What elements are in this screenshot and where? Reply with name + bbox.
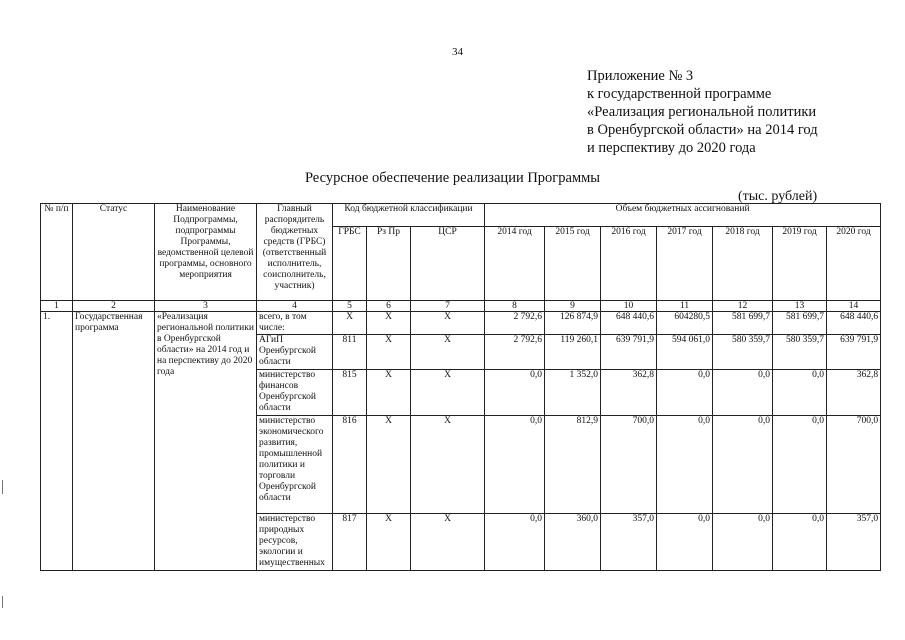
value-cell: 0,0 — [485, 514, 545, 571]
value-cell: 581 699,7 — [713, 312, 773, 335]
rzpr-cell: Х — [367, 370, 411, 416]
grbs-cell: Х — [333, 312, 367, 335]
value-cell: 357,0 — [827, 514, 881, 571]
grbs-cell: 815 — [333, 370, 367, 416]
csr-cell: Х — [411, 514, 485, 571]
value-cell: 0,0 — [713, 416, 773, 514]
header-year: 2014 год — [485, 227, 545, 301]
grbs-cell: 817 — [333, 514, 367, 571]
header-num: № п/п — [41, 204, 73, 301]
grbs-cell: 816 — [333, 416, 367, 514]
scan-edge-mark — [2, 480, 3, 494]
rzpr-cell: Х — [367, 514, 411, 571]
executor-cell: министерство финансов Оренбургской области — [257, 370, 333, 416]
value-cell: 1 352,0 — [545, 370, 601, 416]
value-cell: 639 791,9 — [601, 335, 657, 370]
column-number: 3 — [155, 301, 257, 312]
header-row — [41, 204, 881, 227]
value-cell: 126 874,9 — [545, 312, 601, 335]
column-number: 2 — [73, 301, 155, 312]
value-cell: 119 260,1 — [545, 335, 601, 370]
value-cell: 357,0 — [601, 514, 657, 571]
scan-edge-mark — [2, 596, 3, 608]
column-number: 5 — [333, 301, 367, 312]
header-grbs-code: ГРБС — [333, 227, 367, 301]
value-cell: 604280,5 — [657, 312, 713, 335]
rzpr-cell: Х — [367, 416, 411, 514]
appendix-line: «Реализация региональной политики — [587, 104, 817, 120]
csr-cell: Х — [411, 370, 485, 416]
rzpr-cell: Х — [367, 312, 411, 335]
column-number: 7 — [411, 301, 485, 312]
resource-table — [40, 203, 881, 571]
header-budget-code: Код бюджетной классификации — [333, 204, 485, 227]
column-number: 14 — [827, 301, 881, 312]
value-cell: 700,0 — [827, 416, 881, 514]
value-cell: 648 440,6 — [827, 312, 881, 335]
header-year: 2015 год — [545, 227, 601, 301]
value-cell: 700,0 — [601, 416, 657, 514]
row-status: Государственная программа — [73, 312, 155, 571]
value-cell: 0,0 — [485, 370, 545, 416]
header-year: 2020 год — [827, 227, 881, 301]
header-grbs: Главный распорядитель бюджетных средств (ГРБС) (ответственный исполнитель, соисполнитель, участник) — [257, 204, 333, 301]
column-number: 6 — [367, 301, 411, 312]
value-cell: 0,0 — [713, 370, 773, 416]
appendix-header — [587, 67, 818, 157]
header-name: Наименование Подпрограммы, подпрограммы Программы, ведомственной целевой программы, основного мероприятия — [155, 204, 257, 301]
value-cell: 639 791,9 — [827, 335, 881, 370]
column-number: 12 — [713, 301, 773, 312]
value-cell: 580 359,7 — [713, 335, 773, 370]
column-number: 4 — [257, 301, 333, 312]
value-cell: 812,9 — [545, 416, 601, 514]
value-cell: 360,0 — [545, 514, 601, 571]
executor-cell: АГиП Оренбургской области — [257, 335, 333, 370]
value-cell: 0,0 — [713, 514, 773, 571]
appendix-line: к государственной программе — [587, 86, 772, 102]
csr-cell: Х — [411, 312, 485, 335]
appendix-line: в Оренбургской области» на 2014 год — [587, 122, 818, 138]
header-csr: ЦСР — [411, 227, 485, 301]
value-cell: 581 699,7 — [773, 312, 827, 335]
grbs-cell: 811 — [333, 335, 367, 370]
csr-cell: Х — [411, 335, 485, 370]
executor-cell: министерство экономического развития, промышленной политики и торговли Оренбургской области — [257, 416, 333, 514]
column-number-row — [41, 301, 881, 312]
value-cell: 0,0 — [657, 370, 713, 416]
header-status: Статус — [73, 204, 155, 301]
appendix-line: и перспективу до 2020 года — [587, 140, 756, 156]
header-year: 2017 год — [657, 227, 713, 301]
units-label: (тыс. рублей) — [738, 189, 818, 204]
value-cell: 0,0 — [657, 416, 713, 514]
value-cell: 594 061,0 — [657, 335, 713, 370]
value-cell: 0,0 — [657, 514, 713, 571]
column-number: 10 — [601, 301, 657, 312]
page-number: 34 — [452, 46, 463, 58]
value-cell: 648 440,6 — [601, 312, 657, 335]
executor-cell: всего, в том числе: — [257, 312, 333, 335]
value-cell: 2 792,6 — [485, 312, 545, 335]
value-cell: 0,0 — [773, 416, 827, 514]
appendix-line: Приложение № 3 — [587, 68, 694, 84]
value-cell: 0,0 — [485, 416, 545, 514]
value-cell: 0,0 — [773, 370, 827, 416]
header-volume: Объем бюджетных ассигнований — [485, 204, 881, 227]
header-year: 2018 год — [713, 227, 773, 301]
table-row — [41, 312, 881, 335]
value-cell: 362,8 — [601, 370, 657, 416]
rzpr-cell: Х — [367, 335, 411, 370]
value-cell: 362,8 — [827, 370, 881, 416]
value-cell: 580 359,7 — [773, 335, 827, 370]
column-number: 8 — [485, 301, 545, 312]
column-number: 13 — [773, 301, 827, 312]
value-cell: 2 792,6 — [485, 335, 545, 370]
row-number: 1. — [41, 312, 73, 571]
column-number: 9 — [545, 301, 601, 312]
row-program-name: «Реализация региональной политики в Оренбургской области» на 2014 год и на перспективу до 2020 года — [155, 312, 257, 571]
column-number: 11 — [657, 301, 713, 312]
column-number: 1 — [41, 301, 73, 312]
executor-cell: министерство природных ресурсов, экологии и имущественных — [257, 514, 333, 571]
document-title: Ресурсное обеспечение реализации Программы — [304, 170, 601, 186]
header-year: 2016 год — [601, 227, 657, 301]
header-rzpr: Рз Пр — [367, 227, 411, 301]
value-cell: 0,0 — [773, 514, 827, 571]
csr-cell: Х — [411, 416, 485, 514]
header-year: 2019 год — [773, 227, 827, 301]
